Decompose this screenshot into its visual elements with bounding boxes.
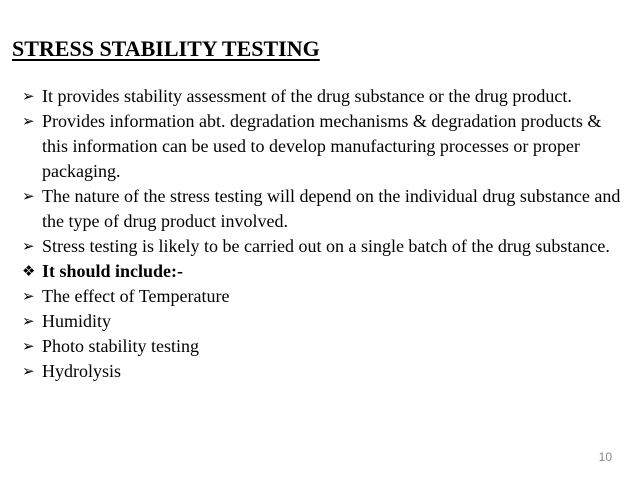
arrow-bullet-icon: ➢ bbox=[22, 337, 35, 355]
bullet-item bbox=[22, 359, 622, 384]
bullet-text: Provides information abt. degradation mechanisms & degradation products & this information can be used to develop manufacturing processes or proper packaging. bbox=[42, 111, 602, 181]
slide-title: STRESS STABILITY TESTING bbox=[12, 36, 320, 61]
arrow-bullet-icon: ➢ bbox=[22, 112, 35, 130]
bullet-list bbox=[22, 84, 622, 384]
bullet-text: Humidity bbox=[42, 311, 112, 331]
bullet-item bbox=[22, 184, 622, 234]
arrow-bullet-icon: ➢ bbox=[22, 187, 35, 205]
arrow-bullet-icon: ➢ bbox=[22, 362, 35, 380]
arrow-bullet-icon: ➢ bbox=[22, 87, 35, 105]
arrow-bullet-icon: ➢ bbox=[22, 237, 35, 255]
bullet-item bbox=[22, 259, 622, 284]
page-number: 10 bbox=[598, 450, 612, 464]
bullet-text: It provides stability assessment of the drug substance or the drug product. bbox=[42, 86, 572, 106]
bullet-text: The nature of the stress testing will depend on the individual drug substance and the type of drug product involved. bbox=[42, 186, 621, 231]
bullet-text: Stress testing is likely to be carried out on a single batch of the drug substance. bbox=[42, 236, 610, 256]
diamond-bullet-icon: ❖ bbox=[22, 262, 36, 280]
bullet-text: The effect of Temperature bbox=[42, 286, 230, 306]
arrow-bullet-icon: ➢ bbox=[22, 287, 35, 305]
bullet-text: Hydrolysis bbox=[42, 361, 122, 381]
bullet-item bbox=[22, 334, 622, 359]
bullet-item bbox=[22, 284, 622, 309]
bullet-item bbox=[22, 109, 622, 184]
bullet-item bbox=[22, 309, 622, 334]
arrow-bullet-icon: ➢ bbox=[22, 312, 35, 330]
bullet-item bbox=[22, 84, 622, 109]
bullet-text: It should include:- bbox=[42, 261, 184, 281]
bullet-text: Photo stability testing bbox=[42, 336, 200, 356]
bullet-item bbox=[22, 234, 622, 259]
